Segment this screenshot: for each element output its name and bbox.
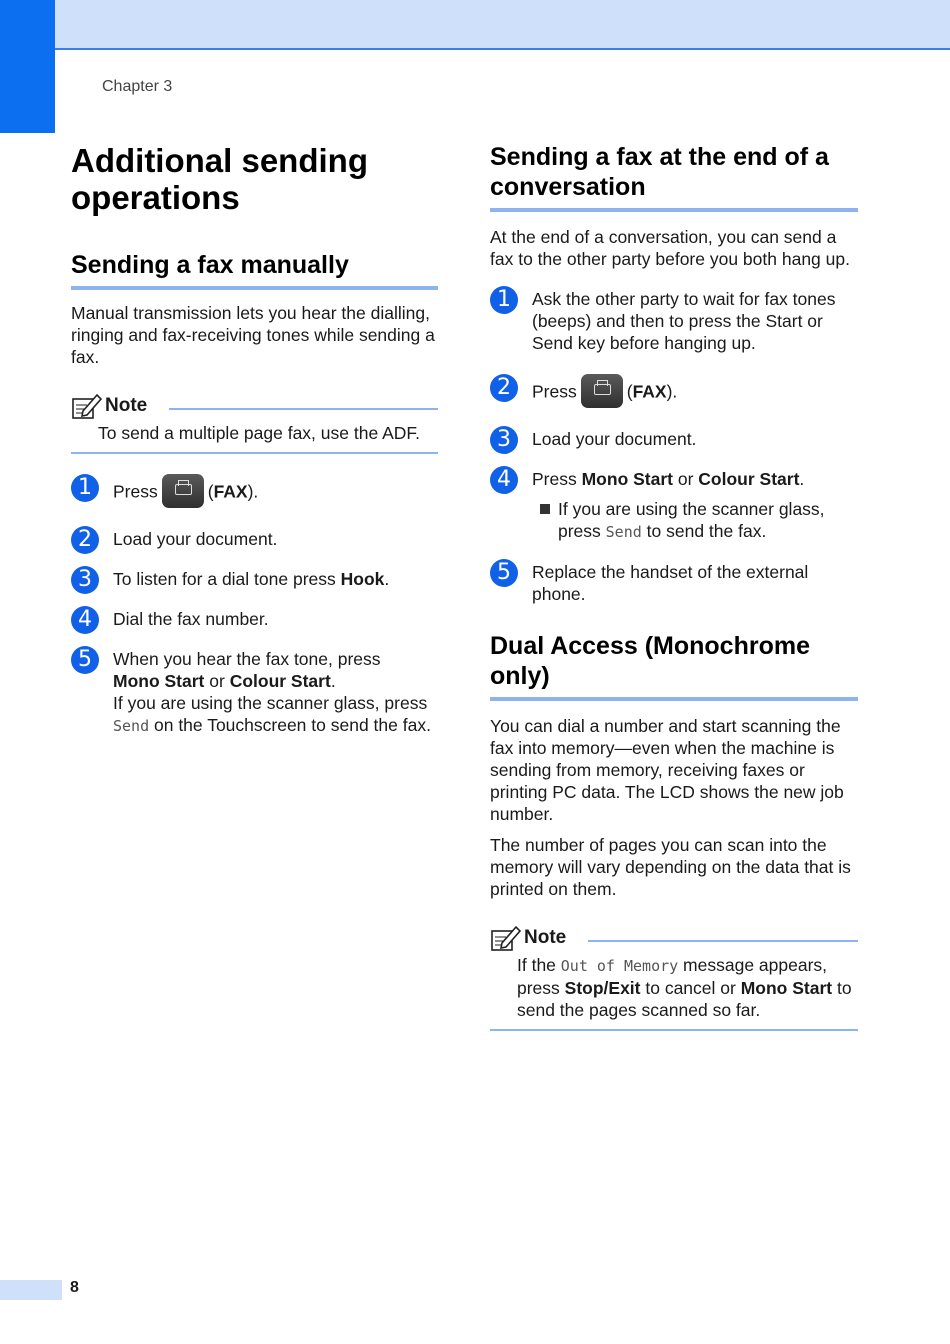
step-number: 2	[490, 374, 518, 402]
step-number: 1	[490, 286, 518, 314]
out-of-memory-message: Out of Memory	[560, 957, 679, 975]
step-4	[71, 608, 438, 630]
step-text: When you hear the fax tone, press	[113, 649, 381, 669]
step-3: 3 To listen for a dial tone press Hook.	[71, 568, 438, 590]
page-number: 8	[70, 1279, 79, 1296]
step-1	[490, 288, 858, 354]
header-band	[0, 0, 950, 50]
step-number: 5	[490, 559, 518, 587]
step-5	[490, 561, 858, 605]
mono-start-label: Mono Start	[740, 978, 833, 998]
step-number: 4	[71, 606, 99, 634]
step-number: 3	[490, 426, 518, 454]
step-1: 1 Press (FAX).	[71, 476, 438, 510]
fax-label: FAX	[213, 481, 248, 502]
conversation-intro: At the end of a conversation, you can send a fax to the other party before you both hang up.	[490, 227, 850, 269]
note-pencil-icon	[490, 923, 522, 953]
hook-label: Hook	[340, 569, 385, 589]
step-number: 5	[71, 646, 99, 674]
note-text: If the Out of Memory message appears, press Stop/Exit to cancel or Mono Start to send the pages scanned so far.	[517, 955, 852, 1020]
step-number: 1	[71, 474, 99, 502]
section-heading-end-of-conversation: Sending a fax at the end of a conversation	[490, 142, 858, 212]
step-text: To listen for a dial tone press	[113, 569, 341, 589]
step-text: Replace the handset of the external phone.	[532, 562, 809, 604]
manual-intro: Manual transmission lets you hear the dialling, ringing and fax-receiving tones while sending a fax.	[71, 303, 435, 367]
list-item: If you are using the scanner glass, press Send to send the fax.	[532, 498, 858, 543]
bullet-square-icon	[540, 504, 550, 514]
note-text: To send a multiple page fax, use the ADF.	[98, 423, 420, 443]
step-text: Press	[113, 481, 158, 502]
step-3	[490, 428, 858, 450]
colour-start-label: Colour Start	[229, 671, 331, 691]
step-number: 2	[71, 526, 99, 554]
page-number-tab	[0, 1280, 62, 1300]
mono-start-label: Mono Start	[581, 469, 673, 489]
bullet-text: If you are using the scanner glass, press	[558, 499, 825, 541]
left-column	[71, 142, 438, 737]
mono-start-label: Mono Start	[113, 671, 205, 691]
section-heading-dual-access: Dual Access (Monochrome only)	[490, 631, 858, 701]
step-text: Dial the fax number.	[113, 609, 269, 629]
fax-label: FAX	[632, 381, 667, 402]
note-box	[71, 390, 438, 454]
step-text: Load your document.	[532, 429, 697, 449]
step-text: Load your document.	[113, 529, 278, 549]
chapter-tab	[0, 0, 55, 133]
step-number: 3	[71, 566, 99, 594]
step-text: Press	[532, 381, 577, 402]
fax-button-icon	[581, 374, 623, 408]
step-text: Press	[532, 469, 582, 489]
note-rule	[588, 940, 858, 942]
section-heading-manual: Sending a fax manually	[71, 250, 438, 290]
note-label: Note	[105, 395, 148, 416]
send-key-label: Send	[605, 523, 642, 541]
note-box	[490, 922, 858, 1031]
step-2: 2 Press (FAX).	[490, 376, 858, 410]
page-title: Additional sending operations	[71, 142, 368, 216]
stop-exit-label: Stop/Exit	[564, 978, 641, 998]
dual-access-paragraph-1: You can dial a number and start scanning the fax into memory—even when the machine is sending from memory, receiving faxes or printing PC data. The LCD shows the new job number.	[490, 716, 844, 824]
step-number: 4	[490, 466, 518, 494]
right-column	[490, 142, 858, 1031]
chapter-label: Chapter 3	[102, 78, 173, 95]
note-rule	[169, 408, 438, 410]
send-key-label: Send	[113, 717, 150, 735]
dual-access-paragraph-2: The number of pages you can scan into the memory will vary depending on the data that is printed on them.	[490, 835, 851, 899]
step-2	[71, 528, 438, 550]
colour-start-label: Colour Start	[698, 469, 800, 489]
note-pencil-icon	[71, 391, 103, 421]
step-text: Ask the other party to wait for fax tones (beeps) and then to press the Start or Send key before hanging up.	[532, 289, 836, 353]
step-4: 4 Press Mono Start or Colour Start. If you are using the scanner glass, press Send to send the fax.	[490, 468, 858, 543]
note-label: Note	[524, 927, 567, 948]
fax-button-icon	[162, 474, 204, 508]
step-5: 5 When you hear the fax tone, press Mono Start or Colour Start. If you are using the scanner glass, press Send on the Touchscreen to send the fax.	[71, 648, 438, 737]
